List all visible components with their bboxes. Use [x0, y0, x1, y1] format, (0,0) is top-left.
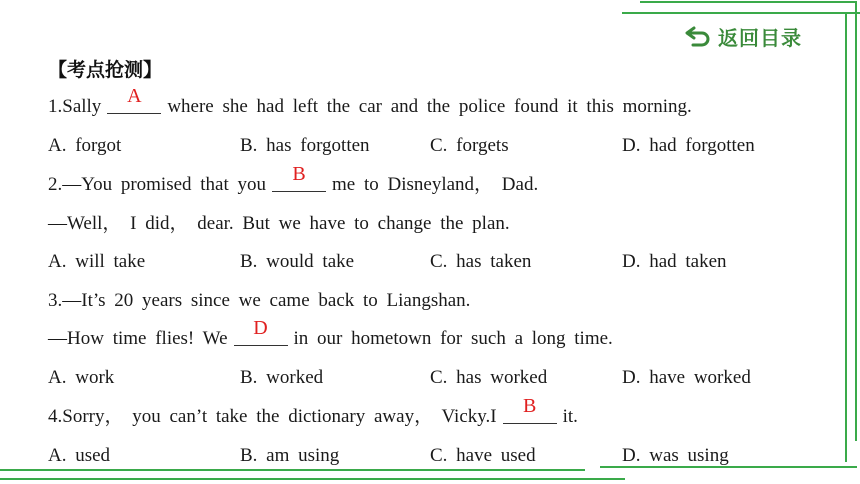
- question-text: 4.Sorry， you can’t take the dictionary away， Vicky.I: [48, 406, 497, 427]
- answer-letter: D: [253, 317, 268, 339]
- question-1-stem: [48, 85, 692, 121]
- back-to-contents-label: 返回目录: [718, 25, 802, 50]
- answer-blank: [234, 317, 288, 346]
- frame-line-top-outer: [640, 1, 856, 3]
- question-text: in our hometown for such a long time.: [293, 328, 613, 349]
- frame-line-right: [855, 1, 857, 441]
- option-b: B. worked: [240, 367, 324, 388]
- option-a: A. forgot: [48, 135, 122, 156]
- section-title: 【考点抢测】: [48, 59, 163, 81]
- question-2-reply: —Well， I did， dear. But we have to change the plan.: [48, 213, 510, 234]
- option-b: B. has forgotten: [240, 135, 370, 156]
- option-b: B. would take: [240, 251, 355, 272]
- question-2-stem: [48, 163, 539, 199]
- question-4-stem: [48, 395, 578, 431]
- option-a: A. work: [48, 367, 115, 388]
- option-a: A. used: [48, 445, 111, 466]
- question-text: 2.—You promised that you: [48, 174, 267, 195]
- option-d: D. was using: [622, 445, 729, 466]
- option-d: D. had forgotten: [622, 135, 755, 156]
- frame-line-bottom-outer: [0, 478, 625, 480]
- option-d: D. had taken: [622, 251, 727, 272]
- option-c: C. have used: [430, 445, 536, 466]
- question-text: 1.Sally: [48, 96, 102, 117]
- answer-letter: B: [292, 163, 306, 185]
- answer-letter: A: [127, 85, 142, 107]
- option-a: A. will take: [48, 251, 146, 272]
- option-c: C. has taken: [430, 251, 532, 272]
- option-c: C. has worked: [430, 367, 548, 388]
- frame-line-top: [622, 12, 860, 14]
- answer-blank: [107, 85, 161, 114]
- option-b: B. am using: [240, 445, 340, 466]
- question-text: —How time flies! We: [48, 328, 228, 349]
- answer-blank: [503, 395, 557, 424]
- question-3-intro: 3.—It’s 20 years since we came back to Liangshan.: [48, 290, 471, 311]
- question-text: me to Disneyland， Dad.: [332, 174, 539, 195]
- frame-line-right-inner: [845, 12, 847, 462]
- option-c: C. forgets: [430, 135, 509, 156]
- answer-letter: B: [522, 395, 537, 417]
- back-to-contents-button[interactable]: [684, 21, 802, 51]
- question-text: it.: [562, 406, 578, 427]
- answer-blank: [272, 163, 326, 192]
- question-3-stem: [48, 317, 613, 353]
- option-d: D. have worked: [622, 367, 751, 388]
- question-text: where she had left the car and the police found it this morning.: [167, 96, 692, 117]
- return-arrow-icon: [684, 24, 712, 48]
